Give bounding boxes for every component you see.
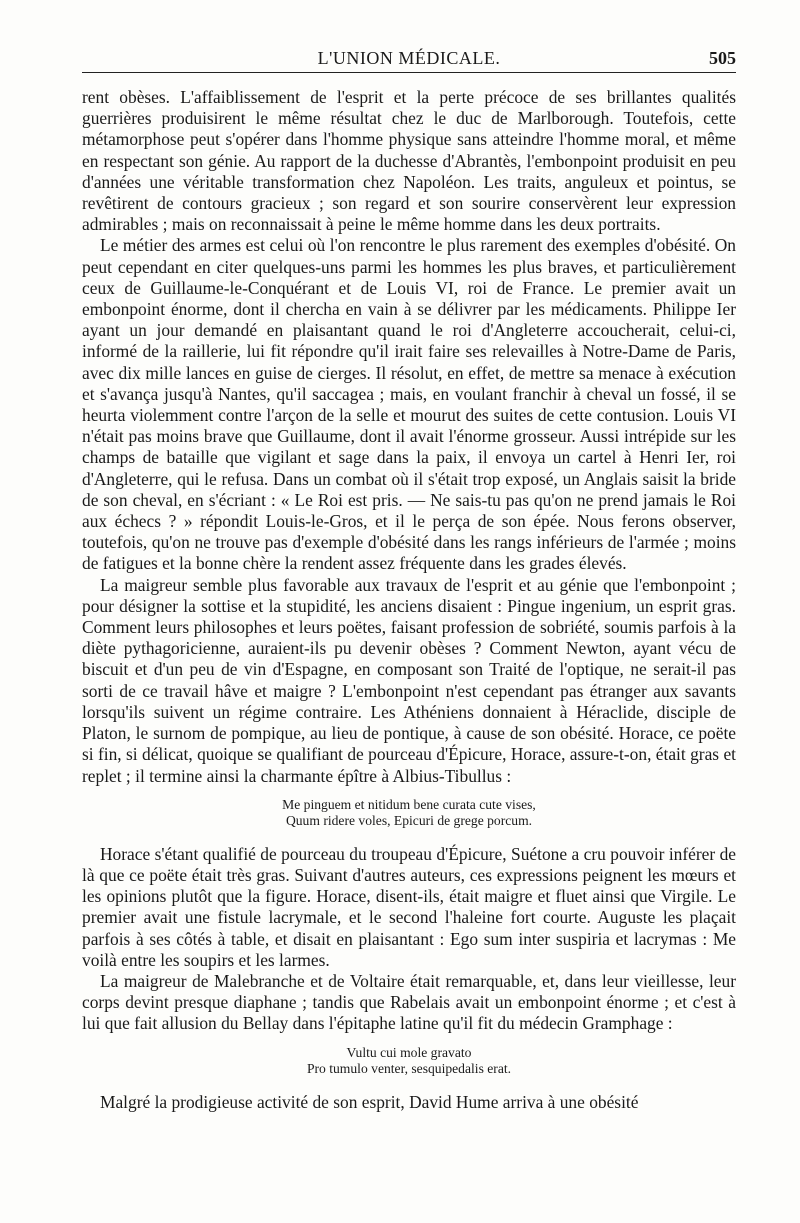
paragraph: Malgré la prodigieuse activité de son esprit, David Hume arriva à une obésité [100,1091,639,1112]
body-text [82,87,736,1113]
verse-quotation [82,797,736,830]
verse-line: Vultu cui mole gravato [346,1044,472,1060]
page-number: 505 [709,48,736,68]
verse-line: Quum ridere voles, Epicuri de grege porcum. [285,813,533,829]
paragraph: La maigreur de Malebranche et de Voltaire était remarquable, et, dans leur vieillesse, leur corps devint presque diaphane ; tandis que Rabelais avait un embonpoint énorme ; et c'est à lui que fait allusion du Bellay dans l'épitaphe latine qu'il fit du médecin Gramphage : [82,970,736,1034]
verse-line: Pro tumulo venter, sesquipedalis erat. [306,1061,512,1077]
paragraph: La maigreur semble plus favorable aux travaux de l'esprit et au génie que l'embonpoint ; pour désigner la sottise et la stupidité, les anciens disaient : Pingue ingenium, un esprit gras. Comment leurs philosophes et leurs poëtes, faisant profession de sobriété, soumis parfois à la diète pythagoricienne, auraient-ils pu devenir obèses ? Comment Newton, ayant vécu de biscuit et d'un peu de vin d'Espagne, en composant son Traité de l'optique, ne serait-il pas sorti de ce travail hâve et maigre ? L'embonpoint n'est cependant pas étranger aux savants lorsqu'ils suivent un régime contraire. Les Athéniens donnaient à Héraclide, disciple de Platon, le surnom de pompique, au lieu de pontique, à cause de son obésité. Horace, ce poëte si fin, si délicat, quoique se qualifiant de pourceau d'Épicure, Horace, assure-t-on, était gras et replet ; il termine ainsi la charmante épître à Albius-Tibullus : [82,574,736,786]
verse-line: Me pinguem et nitidum bene curata cute vises, [282,796,536,812]
verse-quotation [82,1045,736,1078]
running-header [82,42,736,73]
journal-title: L'UNION MÉDICALE. [317,48,501,68]
paragraph: Le métier des armes est celui où l'on rencontre le plus rarement des exemples d'obésité. On peut cependant en citer quelques-uns parmi les hommes les plus braves, et particulièrement ceux de Guillaume-le-Conquérant et de Louis VI, roi de France. Le premier avait un embonpoint énorme, dont il chercha en vain à se délivrer par les médicaments. Philippe Ier ayant un jour demandé en plaisantant quand le roi d'Angleterre accoucherait, celui-ci, informé de la raillerie, lui fit répondre qu'il irait faire ses relevailles à Notre-Dame de Paris, avec dix mille lances en guise de cierges. Il résolut, en effet, de mettre sa menace à exécution et s'avança jusqu'à Nantes, qu'il saccagea ; mais, en voulant franchir à cheval un fossé, il se heurta violemment contre l'arçon de la selle et mourut des suites de cette contusion. Louis VI n'était pas moins brave que Guillaume, dont il avait l'énorme grosseur. Aussi intrépide sur les champs de bataille que vigilant et sage dans la paix, il envoya un cartel à Henri Ier, roi d'Angleterre, qui le refusa. Dans un combat où il s'était trop exposé, un Anglais saisit la bride de son cheval, en s'écriant : « Le Roi est pris. — Ne sais-tu pas qu'on ne prend jamais le Roi aux échecs ? » répondit Louis-le-Gros, et il le perça de son épée. Nous ferons observer, toutefois, qu'on ne trouve pas d'exemple d'obésité dans les rangs inférieurs de l'armée ; moins de fatigues et la bonne chère la rendent assez fréquente dans les grades élevés. [82,235,736,574]
paragraph: rent obèses. L'affaiblissement de l'esprit et la perte précoce de ses brillantes qualités guerrières produisirent le même résultat chez le duc de Marlborough. Toutefois, cette métamorphose peut s'opérer dans l'homme physique sans atteindre l'homme moral, et même en respectant son génie. Au rapport de la duchesse d'Abrantès, l'embonpoint produisit en peu d'années une véritable transformation chez Napoléon. Les traits, anguleux et pointus, se revêtirent de contours gracieux ; son regard et son sourire conservèrent leur expression admirables ; mais on reconnaissait à peine le même homme dans les deux portraits. [82,87,736,235]
paragraph: Horace s'étant qualifié de pourceau du troupeau d'Épicure, Suétone a cru pouvoir inférer de là que ce poëte était très gras. Suivant d'autres auteurs, ces expressions peignent les mœurs et les opinions plutôt que la figure. Horace, disent-ils, était maigre et fluet ainsi que Virgile. Le premier avait une fistule lacrymale, et le second l'haleine fort courte. Auguste les plaçait parfois à ses côtés à table, et disait en plaisantant : Ego sum inter suspiria et lacrymas : Me voilà entre les soupirs et les larmes. [82,843,736,970]
